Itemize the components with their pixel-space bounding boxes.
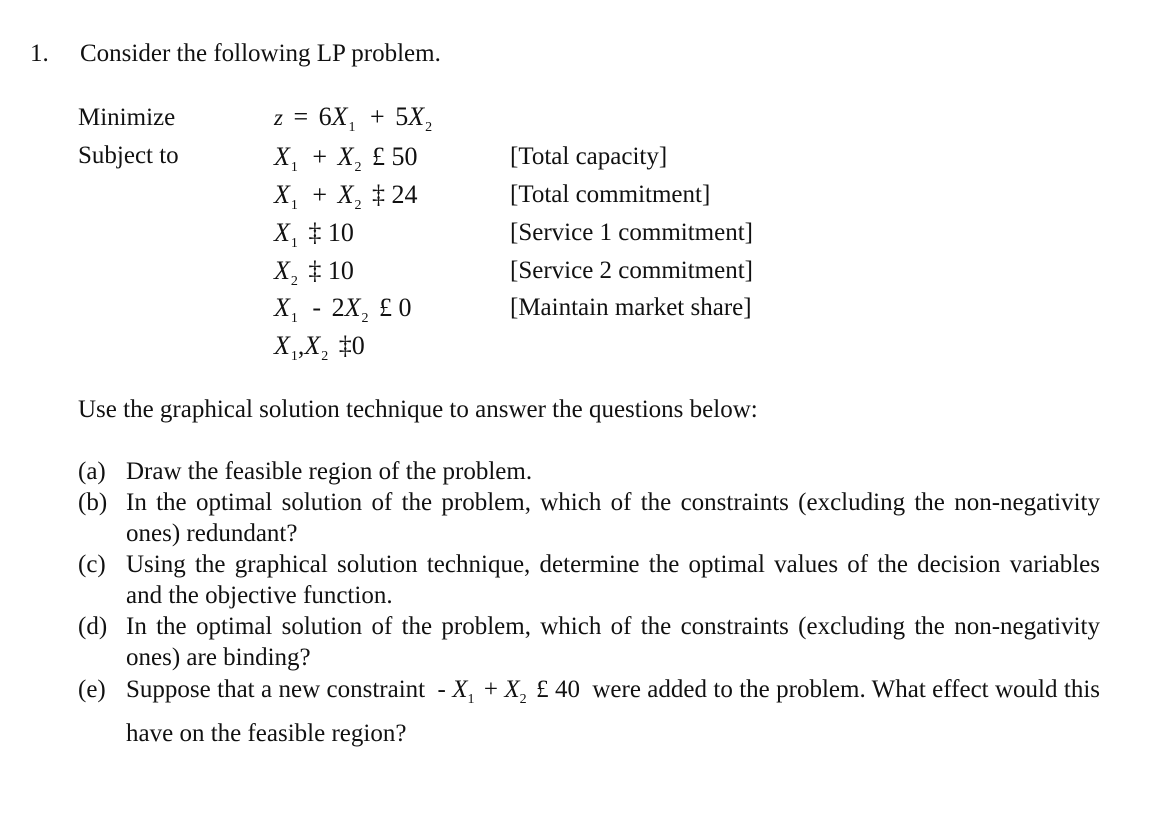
objective-lhs: z <box>274 105 283 130</box>
constraint-rhs: 24 <box>391 180 418 209</box>
constraint-sub: 2 <box>321 349 329 364</box>
constraint-var: X <box>337 180 354 209</box>
constraint-sign: £ <box>378 293 392 322</box>
constraint-2-note: [Total commitment] <box>510 181 711 208</box>
objective-plus: + <box>370 102 385 131</box>
constraint-op: + <box>312 142 328 171</box>
constraint-rhs: 0 <box>398 293 412 322</box>
objective-coef-1: 6 <box>318 102 332 131</box>
objective-var-1: X <box>331 102 348 131</box>
constraint-sub: 1 <box>290 236 298 251</box>
constraint-sub: 2 <box>290 274 298 289</box>
part-e-var-2: X <box>504 676 520 703</box>
constraint-sign: ‡ <box>338 331 352 360</box>
constraint-rhs: 50 <box>391 142 418 171</box>
constraint-sign: ‡ <box>308 256 322 285</box>
part-text: In the optimal solution of the problem, which of the constraints (excluding the non-negativity ones) redundant? <box>126 489 1100 547</box>
part-e-plus: + <box>483 676 498 703</box>
part-e-sub-2: 2 <box>519 692 527 707</box>
subject-to-label: Subject to <box>78 142 179 169</box>
part-text: In the optimal solution of the problem, which of the constraints (excluding the non-negativity ones) are binding? <box>126 613 1100 671</box>
constraint-sign: ‡ <box>308 218 322 247</box>
constraint-1 <box>274 142 417 176</box>
constraint-1-note: [Total capacity] <box>510 143 668 170</box>
part-b <box>78 487 1100 549</box>
part-e-sign: £ <box>536 676 549 703</box>
constraint-3 <box>274 218 354 252</box>
constraint-var: X <box>274 293 290 322</box>
constraint-sub: 1 <box>290 311 298 326</box>
constraint-sub: 2 <box>354 198 362 213</box>
constraint-sign: £ <box>371 142 385 171</box>
constraint-var: X <box>337 142 354 171</box>
constraint-op: , <box>297 331 305 360</box>
constraint-var: X <box>344 293 361 322</box>
part-e-rhs: 40 <box>554 676 580 703</box>
objective-coef-2: 5 <box>395 102 409 131</box>
constraint-6 <box>274 331 365 365</box>
constraint-5-note: [Maintain market share] <box>510 294 752 321</box>
part-label: (e) <box>78 676 106 703</box>
constraint-3-note: [Service 1 commitment] <box>510 219 753 246</box>
part-text: Draw the feasible region of the problem. <box>126 458 533 485</box>
question-title: Consider the following LP problem. <box>80 40 441 67</box>
constraint-coef: 2 <box>331 293 345 322</box>
objective-sub-2: 2 <box>425 120 433 135</box>
part-label: (b) <box>78 489 108 516</box>
constraint-4 <box>274 256 354 290</box>
part-d <box>78 611 1100 673</box>
part-a <box>78 456 1100 487</box>
constraint-2 <box>274 180 417 214</box>
constraint-sub: 1 <box>290 349 298 364</box>
constraint-var: X <box>274 331 290 360</box>
constraint-sign: ‡ <box>371 180 385 209</box>
constraint-op: - <box>312 293 322 322</box>
constraint-rhs: 10 <box>327 218 354 247</box>
constraint-rhs: 10 <box>327 256 354 285</box>
question-parts <box>78 456 1100 751</box>
constraint-var: X <box>274 142 290 171</box>
objective-var-2: X <box>408 102 425 131</box>
constraint-5 <box>274 293 411 327</box>
objective-function <box>274 102 436 136</box>
question-number: 1. <box>30 40 49 67</box>
part-label: (c) <box>78 551 106 578</box>
constraint-sub: 1 <box>290 160 298 175</box>
part-label: (d) <box>78 613 108 640</box>
instruction-text: Use the graphical solution technique to answer the questions below: <box>78 396 758 423</box>
constraint-sub: 2 <box>354 160 362 175</box>
part-e <box>78 673 1100 751</box>
constraint-rhs: 0 <box>351 331 365 360</box>
constraint-var: X <box>274 218 290 247</box>
part-text <box>126 673 1100 751</box>
constraint-sub: 1 <box>290 198 298 213</box>
part-text: Using the graphical solution technique, determine the optimal values of the decision variables and the objective function. <box>126 551 1100 609</box>
constraint-sub: 2 <box>361 311 369 326</box>
part-e-var-1: X <box>452 676 468 703</box>
constraint-op: + <box>312 180 328 209</box>
part-e-sub-1: 1 <box>467 692 475 707</box>
part-e-text-before: Suppose that a new constraint <box>126 676 426 703</box>
part-c <box>78 549 1100 611</box>
part-label: (a) <box>78 458 106 485</box>
objective-equals: = <box>293 102 309 131</box>
part-e-text-after: were added to the problem. What effect would this have on the feasible region? <box>126 676 1101 747</box>
constraint-var: X <box>274 256 290 285</box>
constraint-var: X <box>304 331 321 360</box>
objective-sub-1: 1 <box>348 120 356 135</box>
part-e-minus: - <box>437 676 446 703</box>
minimize-label: Minimize <box>78 104 176 131</box>
constraint-4-note: [Service 2 commitment] <box>510 257 753 284</box>
constraint-var: X <box>274 180 290 209</box>
